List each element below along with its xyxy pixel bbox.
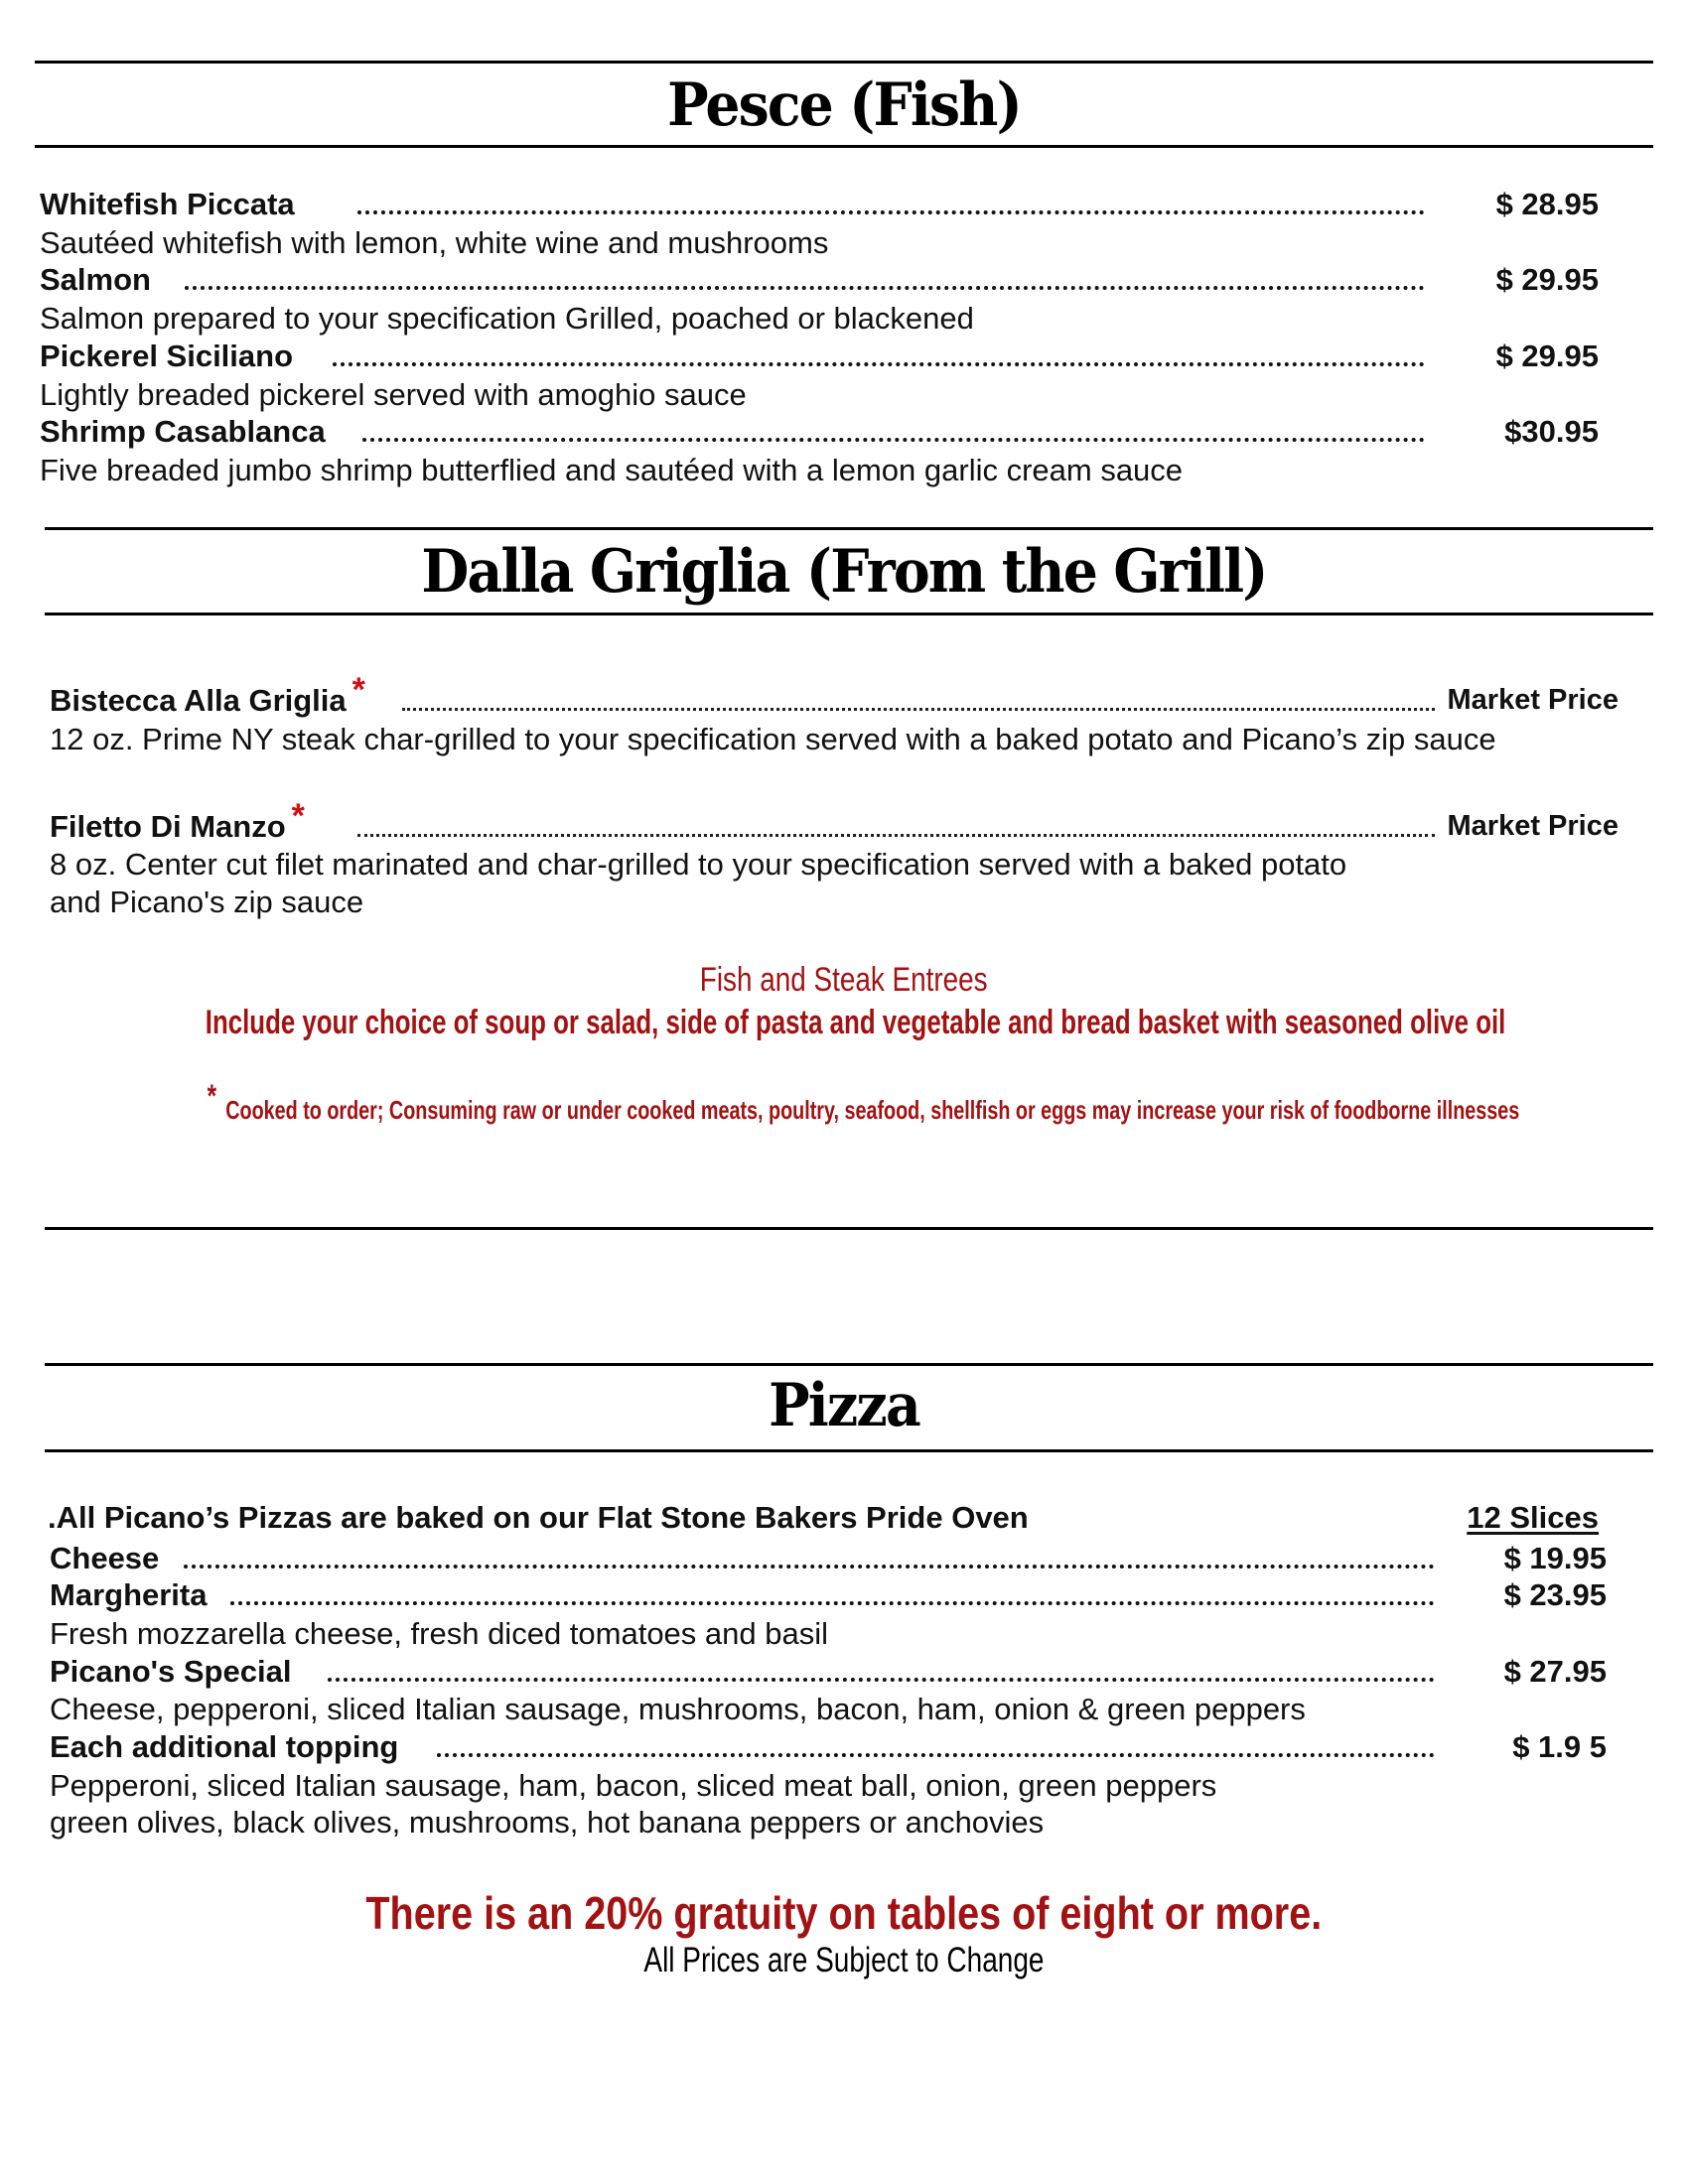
- item-name: Pickerel Siciliano: [40, 339, 294, 373]
- section-title-fish: Pesce (Fish): [667, 70, 1021, 140]
- item-description-line-1: 8 oz. Center cut filet marinated and char-grilled to your specification served with a baked potato: [50, 847, 1347, 882]
- item-name: Salmon: [40, 262, 151, 297]
- dot-leader: [357, 210, 1425, 214]
- item-description-line-2: green olives, black olives, mushrooms, hot banana peppers or anchovies: [50, 1805, 1045, 1840]
- item-name-text: Bistecca Alla Griglia: [50, 683, 347, 718]
- gratuity-notice: [0, 1886, 1688, 1940]
- pizza-intro: .All Picano’s Pizzas are baked on our Flat Stone Bakers Pride Oven: [48, 1500, 1029, 1535]
- item-name: Cheese: [50, 1541, 160, 1575]
- item-name-text: Filetto Di Manzo: [50, 809, 286, 844]
- dot-leader: [362, 438, 1425, 442]
- section-title-grill: Dalla Griglia (From the Grill): [421, 537, 1267, 607]
- dot-leader: [333, 362, 1425, 366]
- item-name: Shrimp Casablanca: [40, 414, 326, 449]
- item-price: Market Price: [1447, 810, 1618, 842]
- dot-leader: [437, 1753, 1435, 1757]
- pizza-size-header: 12 Slices: [1467, 1500, 1599, 1535]
- asterisk-icon: *: [291, 797, 305, 835]
- dot-leader: [402, 708, 1435, 711]
- item-name: Whitefish Piccata: [40, 187, 295, 221]
- prices-notice: [0, 1941, 1688, 1980]
- item-description-line-2: and Picano's zip sauce: [50, 885, 364, 919]
- item-price: $ 27.95: [1503, 1654, 1607, 1689]
- item-name: [50, 797, 305, 846]
- prices-notice-text: All Prices are Subject to Change: [643, 1941, 1045, 1979]
- section-divider-bottom-pizza: [45, 1449, 1653, 1452]
- disclaimer-wrap: [207, 1078, 1520, 1127]
- item-price: $ 23.95: [1503, 1577, 1607, 1612]
- item-name: Picano's Special: [50, 1654, 292, 1689]
- item-price: $ 29.95: [1495, 339, 1599, 373]
- item-description: Five breaded jumbo shrimp butterflied and sautéed with a lemon garlic cream sauce: [40, 453, 1184, 487]
- gratuity-text: There is an 20% gratuity on tables of eight or more.: [365, 1887, 1323, 1939]
- dot-leader: [357, 834, 1435, 837]
- item-description: Cheese, pepperoni, sliced Italian sausage, mushrooms, bacon, ham, onion & green peppers: [50, 1692, 1306, 1726]
- dot-leader: [328, 1678, 1435, 1682]
- section-divider-top-pizza: [45, 1363, 1653, 1366]
- section-title-pizza: Pizza: [769, 1371, 919, 1440]
- item-description: 12 oz. Prime NY steak char-grilled to your specification served with a baked potato and Picano’s zip sauce: [50, 722, 1496, 756]
- item-price: Market Price: [1447, 684, 1618, 716]
- dot-leader: [230, 1601, 1435, 1605]
- item-description: Fresh mozzarella cheese, fresh diced tomatoes and basil: [50, 1616, 829, 1651]
- section-divider-top-fish: [35, 61, 1653, 64]
- disclaimer-text: Cooked to order; Consuming raw or under cooked meats, poultry, seafood, shellfish or eggs may increase your risk of foodborne illnesses: [225, 1095, 1520, 1125]
- item-name: Each additional topping: [50, 1729, 399, 1764]
- section-divider-bottom-grill: [45, 613, 1653, 615]
- section-divider-bottom-fish: [35, 145, 1653, 148]
- entree-note-title: [0, 961, 1688, 1000]
- entree-note-body: [0, 1004, 1688, 1042]
- item-description-line-1: Pepperoni, sliced Italian sausage, ham, bacon, sliced meat ball, onion, green peppers: [50, 1768, 1217, 1803]
- dot-leader: [184, 1565, 1435, 1569]
- item-price: $ 19.95: [1503, 1541, 1607, 1575]
- substitution-note: [0, 1316, 1688, 1358]
- asterisk-icon: *: [207, 1078, 217, 1114]
- item-name: Margherita: [50, 1577, 208, 1612]
- item-price: $ 1.9 5: [1512, 1729, 1607, 1764]
- food-safety-disclaimer: [0, 1078, 1688, 1127]
- asterisk-icon: *: [352, 671, 365, 709]
- substitution-note: [0, 1256, 1688, 1297]
- item-price: $ 29.95: [1495, 262, 1599, 297]
- dot-leader: [185, 286, 1425, 290]
- entree-note-title-text: Fish and Steak Entrees: [700, 961, 988, 999]
- item-price: $30.95: [1504, 414, 1599, 449]
- item-description: Sautéed whitefish with lemon, white wine and mushrooms: [40, 225, 829, 260]
- item-description: Lightly breaded pickerel served with amoghio sauce: [40, 377, 747, 412]
- section-divider-top-grill: [45, 527, 1653, 530]
- substitutions-divider-top: [45, 1227, 1653, 1230]
- item-name: [50, 671, 365, 720]
- entree-note-body-text: Include your choice of soup or salad, side of pasta and vegetable and bread basket with seasoned olive oil: [205, 1004, 1506, 1041]
- item-description: Salmon prepared to your specification Grilled, poached or blackened: [40, 301, 974, 336]
- item-price: $ 28.95: [1495, 187, 1599, 221]
